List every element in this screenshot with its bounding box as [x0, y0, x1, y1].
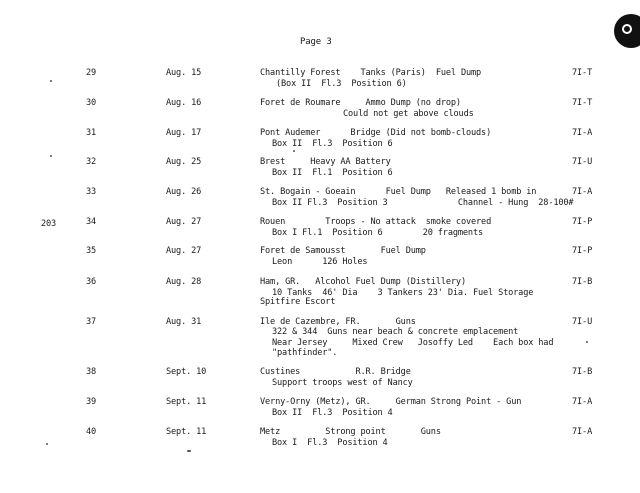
mission-target: Verny-Orny (Metz), GR. German Strong Point - Gun: [260, 397, 522, 407]
mission-detail: Support troops west of Nancy: [272, 378, 413, 388]
mission-code: 7I-A: [572, 427, 593, 437]
mission-number: 39: [86, 397, 97, 407]
mission-code: 7I-A: [572, 187, 593, 197]
mission-detail: Box I Fl.3 Position 4: [272, 438, 388, 448]
mission-detail: Spitfire Escort: [260, 297, 336, 307]
mission-target: Pont Audemer Bridge (Did not bomb-clouds): [260, 128, 492, 138]
mission-detail: Could not get above clouds: [343, 109, 474, 119]
mission-number: 31: [86, 128, 97, 138]
scan-speck: [50, 80, 52, 82]
mission-number: 40: [86, 427, 97, 437]
scan-speck: [50, 155, 52, 157]
mission-number: 34: [86, 217, 97, 227]
mission-target: Chantilly Forest Tanks (Paris) Fuel Dump: [260, 68, 482, 78]
mission-target: Custines R.R. Bridge: [260, 367, 411, 377]
mission-code: 7I-T: [572, 98, 593, 108]
mission-target: Foret de Roumare Ammo Dump (no drop): [260, 98, 461, 108]
mission-detail: 10 Tanks 46' Dia 3 Tankers 23' Dia. Fuel Storage: [272, 288, 534, 298]
mission-date: Sept. 10: [166, 367, 207, 377]
scan-speck: [586, 341, 588, 343]
mission-code: 7I-U: [572, 317, 593, 327]
mission-number: 32: [86, 157, 97, 167]
mission-target: Foret de Samousst Fuel Dump: [260, 246, 426, 256]
mission-target: St. Bogain - Goeain Fuel Dump Released 1 bomb in: [260, 187, 537, 197]
mission-detail: Box II Fl.3 Position 6: [272, 139, 393, 149]
mission-detail: Box II Fl.1 Position 6: [272, 168, 393, 178]
mission-detail: Box I Fl.1 Position 6 20 fragments: [272, 228, 484, 238]
mission-number: 36: [86, 277, 97, 287]
mission-code: 7I-A: [572, 128, 593, 138]
mission-code: 7I-T: [572, 68, 593, 78]
mission-target: Ile de Cazembre, FR. Guns: [260, 317, 416, 327]
mission-date: Aug. 25: [166, 157, 202, 167]
corner-ring-icon: [622, 24, 632, 34]
mission-detail: Near Jersey Mixed Crew Josoffy Led Each box had: [272, 338, 554, 348]
mission-number: 38: [86, 367, 97, 377]
mission-target: Brest Heavy AA Battery: [260, 157, 391, 167]
mission-date: Aug. 27: [166, 217, 202, 227]
mission-detail: Leon 126 Holes: [272, 257, 368, 267]
mission-date: Aug. 31: [166, 317, 202, 327]
mission-date: Aug. 15: [166, 68, 202, 78]
mission-date: Sept. 11: [166, 427, 207, 437]
mission-date: Aug. 26: [166, 187, 202, 197]
mission-target: Rouen Troops - No attack smoke covered: [260, 217, 492, 227]
mission-detail: Box II Fl.3 Position 4: [272, 408, 393, 418]
mission-target: Ham, GR. Alcohol Fuel Dump (Distillery): [260, 277, 466, 287]
mission-date: Aug. 28: [166, 277, 202, 287]
mission-detail: "pathfinder".: [272, 348, 338, 358]
mission-target: Metz Strong point Guns: [260, 427, 441, 437]
mission-code: 7I-B: [572, 277, 593, 287]
page-title: Page 3: [300, 37, 332, 47]
mission-code: 7I-U: [572, 157, 593, 167]
mission-code: 7I-P: [572, 246, 593, 256]
mission-date: Sept. 11: [166, 397, 207, 407]
mission-detail: Box II Fl.3 Position 3 Channel - Hung 28-100#: [272, 198, 574, 208]
mission-date: Aug. 17: [166, 128, 202, 138]
scan-speck: [46, 443, 48, 445]
mission-number: 30: [86, 98, 97, 108]
mission-detail: (Box II Fl.3 Position 6): [276, 79, 407, 89]
mission-number: 29: [86, 68, 97, 78]
side-note: 203: [41, 219, 57, 229]
scan-speck: [293, 150, 295, 152]
scan-speck: [187, 450, 191, 452]
mission-date: Aug. 27: [166, 246, 202, 256]
mission-code: 7I-A: [572, 397, 593, 407]
mission-detail: 322 & 344 Guns near beach & concrete emplacement: [272, 327, 519, 337]
mission-code: 7I-B: [572, 367, 593, 377]
mission-number: 37: [86, 317, 97, 327]
mission-date: Aug. 16: [166, 98, 202, 108]
mission-number: 35: [86, 246, 97, 256]
mission-code: 7I-P: [572, 217, 593, 227]
mission-number: 33: [86, 187, 97, 197]
